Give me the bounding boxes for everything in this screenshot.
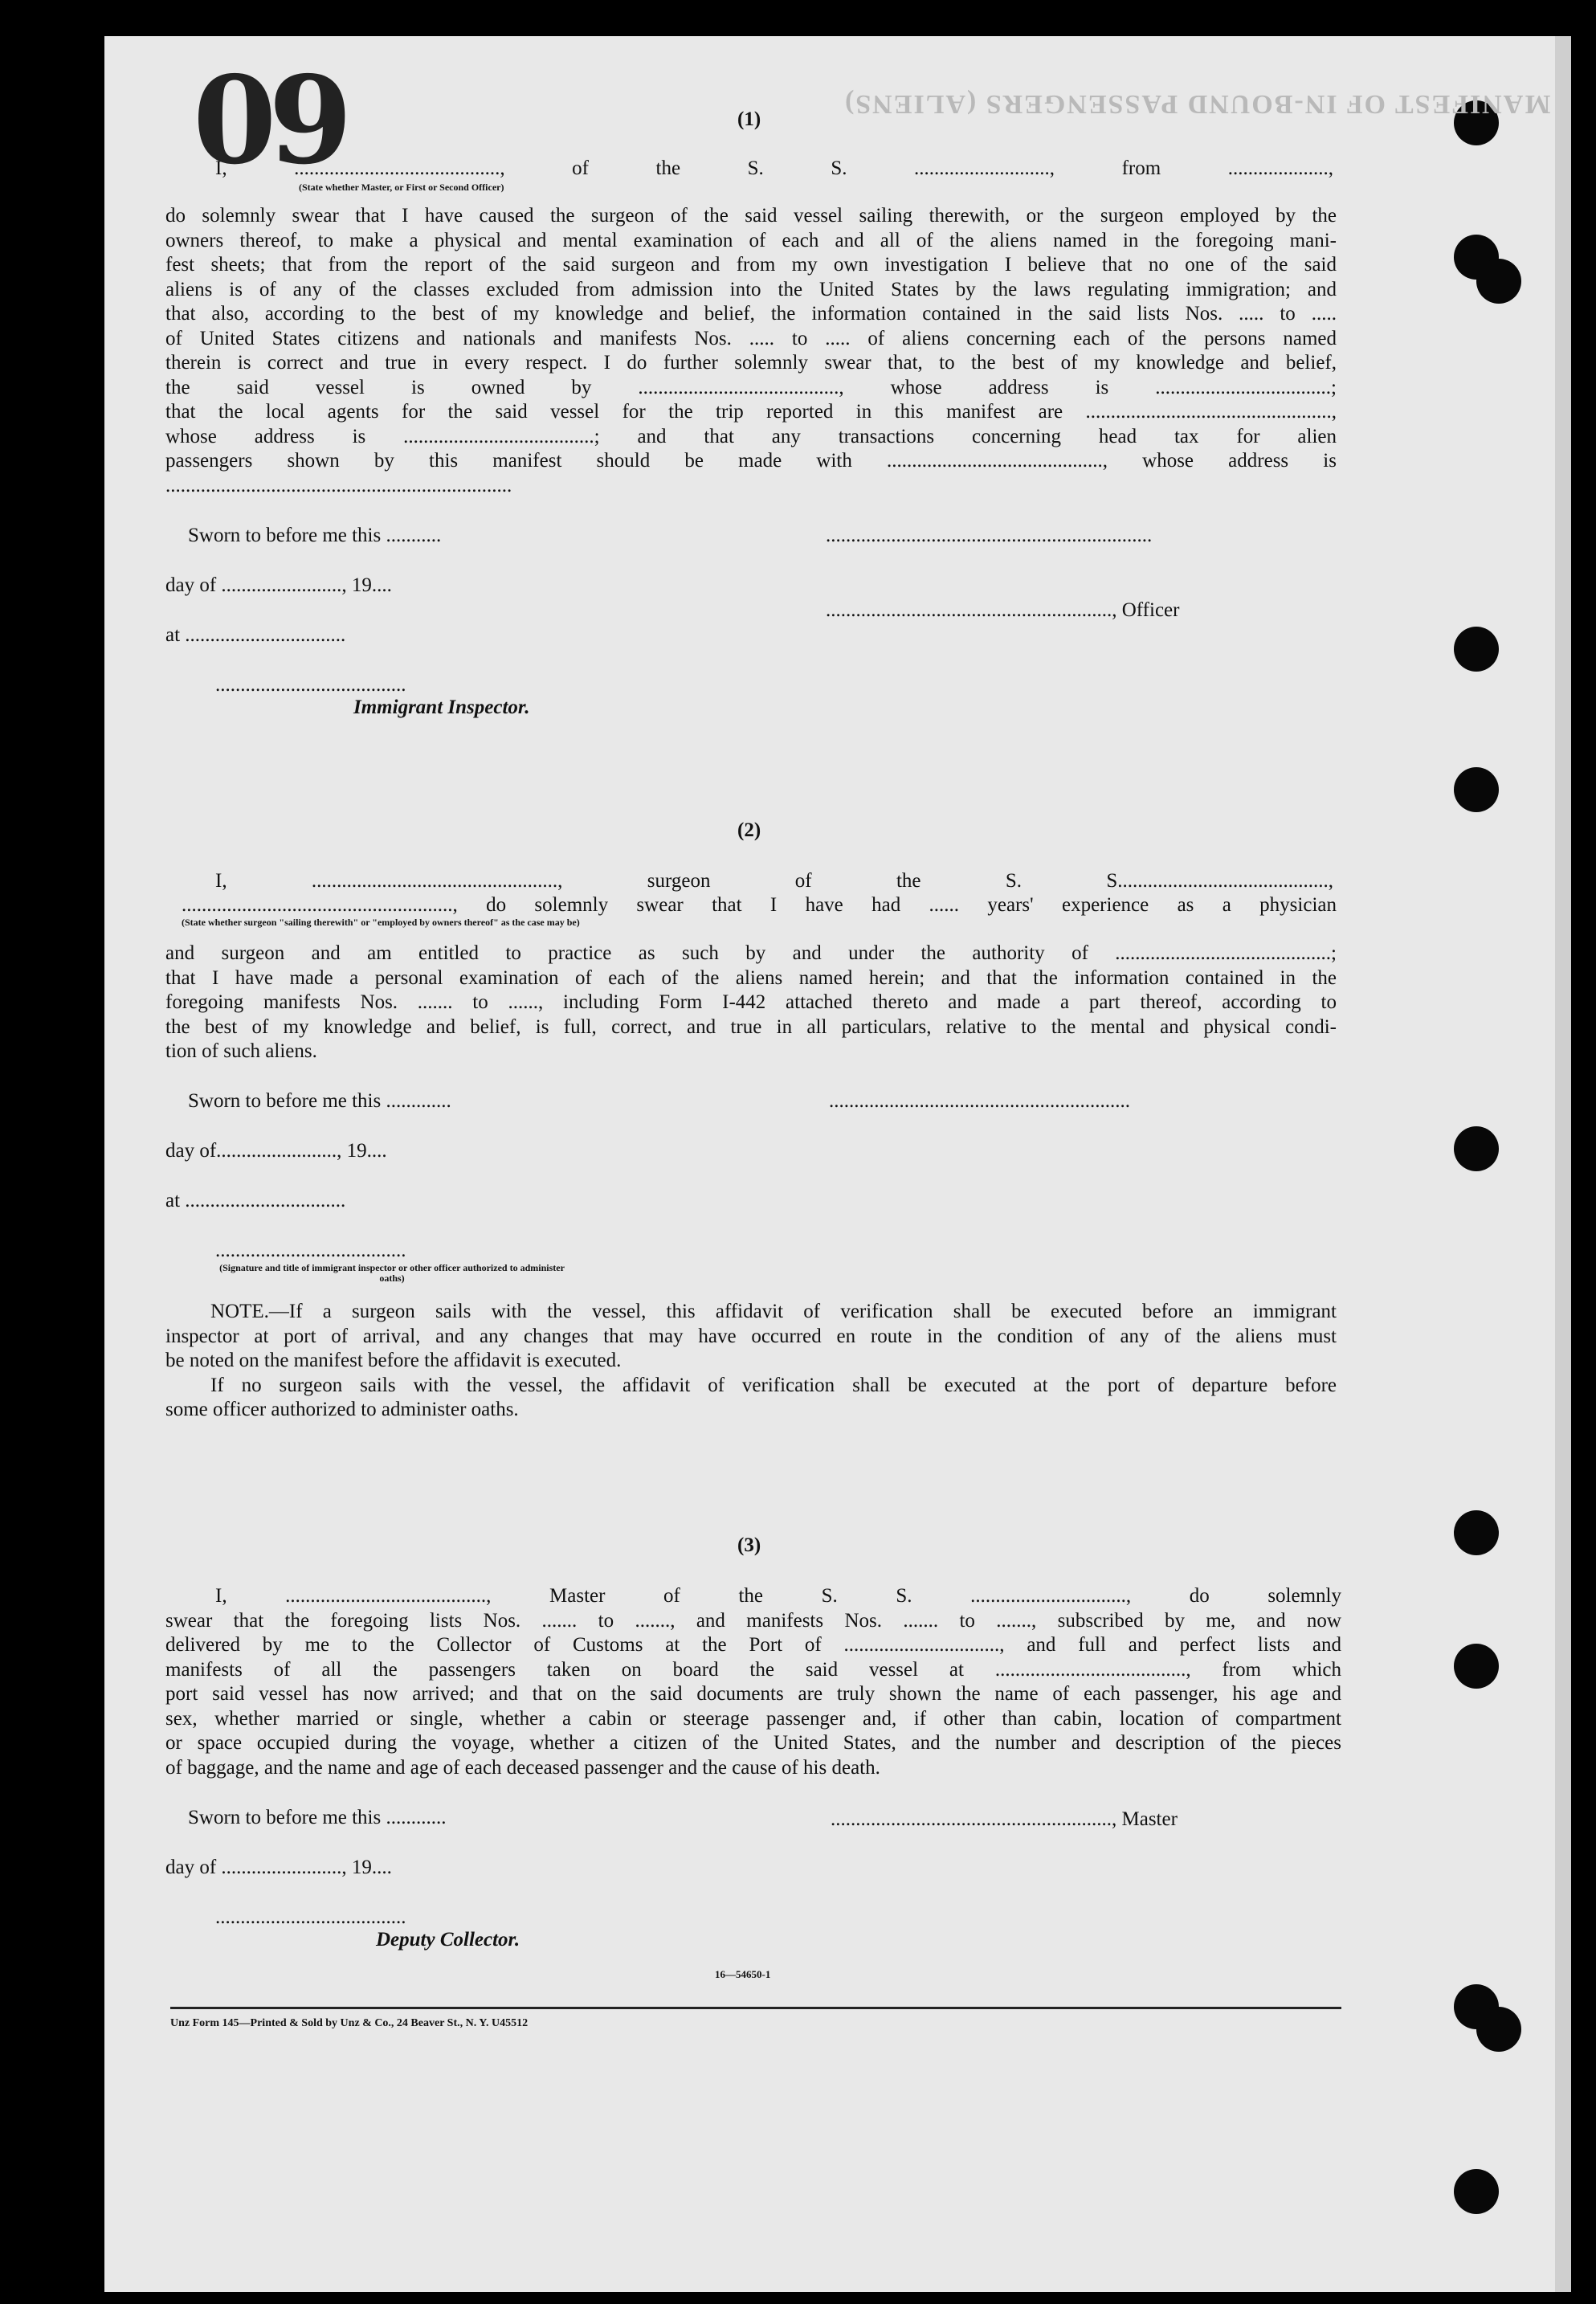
note-line: NOTE.—If a surgeon sails with the vessel, this affidavit of verification shall be executed before an immigrant xyxy=(210,1301,1337,1322)
footer-rule xyxy=(170,2007,1341,2009)
body-line: tion of such aliens. xyxy=(165,1040,317,1062)
section-2-note-label: (State whether surgeon "sailing therewith" or "employed by owners thereof" as the case may be) xyxy=(182,917,580,928)
section-2-opening-line: I, ................................................., surgeon of the S. S.........................................., xyxy=(215,870,1333,892)
section-2-second-line: ......................................................, do solemnly swear that I have had ...... years' experience as a physician xyxy=(182,894,1337,916)
body-line: manifests of all the passengers taken on board the said vessel at ......................................, from which xyxy=(165,1658,1341,1681)
signature-note: (Signature and title of immigrant inspector or other officer authorized to administer oaths) xyxy=(219,1262,565,1284)
punch-hole xyxy=(1454,1644,1499,1689)
body-line: of United States citizens and nationals and manifests Nos. ..... to ..... of aliens concerning each of the persons named xyxy=(165,327,1337,349)
day-line: day of........................, 19.... xyxy=(165,1140,387,1162)
note-line: some officer authorized to administer oaths. xyxy=(165,1399,519,1420)
officer-line: ........................................................., Officer xyxy=(826,599,1180,621)
body-line: port said vessel has now arrived; and that on the said documents are truly shown the name of each passenger, his age and xyxy=(165,1683,1341,1705)
body-line: whose address is ......................................; and that any transactions concerning head tax for alien xyxy=(165,425,1337,447)
section-2-number: (2) xyxy=(737,819,761,841)
form-number: 16—54650-1 xyxy=(715,1968,771,1980)
section-1-opening-line: I, ........................................., of the S. S. ..........................., from ...................., xyxy=(215,157,1333,179)
sworn-line: Sworn to before me this ............ xyxy=(188,1807,447,1828)
at-line: at ................................ xyxy=(165,624,346,646)
bleed-through-heading: MANIFEST OF IN-BOUND PASSENGERS (ALIENS) xyxy=(843,89,1551,119)
body-line: fest sheets; that from the report of the said surgeon and from my own investigation I believe that no one of the said xyxy=(165,254,1337,276)
body-line: swear that the foregoing lists Nos. ....... to ......., and manifests Nos. ....... to ......., subscribed by me, and now xyxy=(165,1609,1341,1632)
note-line: If no surgeon sails with the vessel, the affidavit of verification shall be executed at the port of departure before xyxy=(210,1374,1337,1396)
note-line: inspector at port of arrival, and any changes that may have occurred en route in the condition of any of the aliens must xyxy=(165,1325,1337,1347)
body-line: delivered by me to the Collector of Customs at the Port of ..............................., and full and perfect lists and xyxy=(165,1634,1341,1656)
master-line: ........................................................, Master xyxy=(831,1808,1178,1830)
punch-hole xyxy=(1454,767,1499,812)
inspector-signature-line: ...................................... xyxy=(215,674,406,696)
note-line: be noted on the manifest before the affidavit is executed. xyxy=(165,1350,622,1371)
punch-hole xyxy=(1454,1510,1499,1555)
collector-signature-line: ...................................... xyxy=(215,1906,406,1928)
section-3-number: (3) xyxy=(737,1534,761,1556)
body-line: and surgeon and am entitled to practice as such by and under the authority of ...........................................; xyxy=(165,942,1337,964)
body-line: or space occupied during the voyage, whether a citizen of the United States, and the number and description of the pieces xyxy=(165,1732,1341,1754)
at-line: at ................................ xyxy=(165,1190,346,1211)
body-line: that I have made a personal examination of each of the aliens named herein; and that the information contained in the xyxy=(165,966,1337,989)
punch-hole xyxy=(1454,627,1499,672)
body-line: that also, according to the best of my knowledge and belief, the information contained in the said lists Nos. ..... to ..... xyxy=(165,303,1337,325)
sworn-line: Sworn to before me this ............. xyxy=(188,1090,451,1112)
body-line: foregoing manifests Nos. ....... to ......, including Form I-442 attached thereto and made a part thereof, according to xyxy=(165,991,1337,1013)
section-1-number: (1) xyxy=(737,108,761,130)
body-line: do solemnly swear that I have caused the surgeon of the said vessel sailing therewith, or the surgeon employed by the xyxy=(165,205,1337,227)
body-line: the said vessel is owned by ........................................, whose address is ...................................; xyxy=(165,376,1337,398)
body-line: sex, whether married or single, whether a cabin or steerage passenger and, if other than cabin, location of compartment xyxy=(165,1707,1341,1730)
inspector-title: Immigrant Inspector. xyxy=(353,697,530,718)
body-line: the best of my knowledge and belief, is full, correct, and true in all particulars, relative to the mental and physical condi- xyxy=(165,1015,1337,1038)
section-1-opening-note: (State whether Master, or First or Second Officer) xyxy=(299,182,504,193)
body-line: therein is correct and true in every respect. I do further solemnly swear that, to the best of my knowledge and belief, xyxy=(165,352,1337,374)
body-line: ..................................................................... xyxy=(165,474,512,496)
body-line: that the local agents for the said vessel for the trip reported in this manifest are ................................................., xyxy=(165,401,1337,423)
collector-title: Deputy Collector. xyxy=(376,1929,520,1951)
day-line: day of ........................, 19.... xyxy=(165,1857,392,1878)
body-line: of baggage, and the name and age of each deceased passenger and the cause of his death. xyxy=(165,1756,880,1779)
punch-hole xyxy=(1454,2169,1499,2214)
day-line: day of ........................, 19.... xyxy=(165,574,392,596)
surgeon-signature-line: ............................................................ xyxy=(829,1090,1130,1112)
page-edge xyxy=(1555,36,1571,2292)
punch-hole xyxy=(1454,1126,1499,1171)
body-line: aliens is of any of the classes excluded from admission into the United States by the laws regulating immigration; and xyxy=(165,278,1337,300)
signature-line: ...................................... xyxy=(215,1240,406,1261)
printer-footer: Unz Form 145—Printed & Sold by Unz & Co., 24 Beaver St., N. Y. U45512 xyxy=(170,2017,529,2029)
sworn-line: Sworn to before me this ........... xyxy=(188,525,442,546)
body-line: owners thereof, to make a physical and mental examination of each and all of the aliens named in the foregoing mani- xyxy=(165,229,1337,251)
officer-signature-line: ................................................................. xyxy=(826,525,1153,546)
page-number-stamp: 60 xyxy=(201,46,353,187)
punch-hole xyxy=(1476,2007,1521,2052)
body-line: passengers shown by this manifest should be made with ..........................................., whose address is xyxy=(165,450,1337,472)
punch-hole xyxy=(1476,259,1521,304)
body-line: I, ........................................, Master of the S. S. ..............................., do solemnly xyxy=(215,1585,1341,1607)
